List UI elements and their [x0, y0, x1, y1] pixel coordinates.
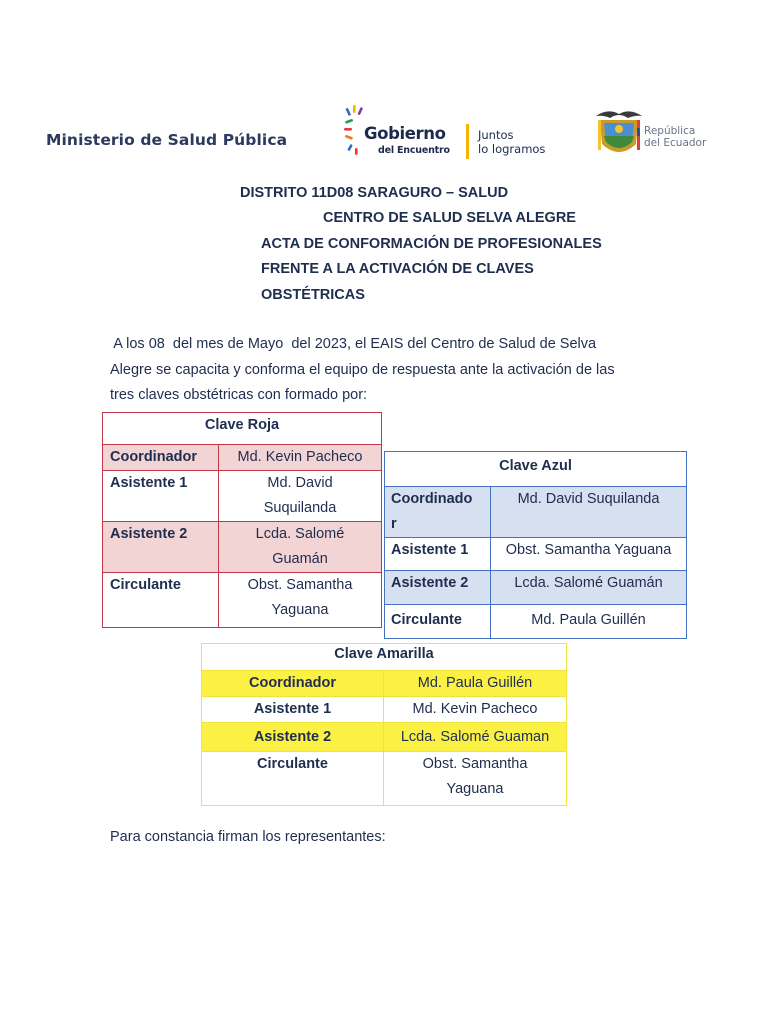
member-name: Md. Kevin Pacheco	[219, 445, 382, 471]
republica-line-1: República	[644, 125, 696, 137]
intro-line-2: Alegre se capacita y conforma el equipo de respuesta ante la activación de las	[110, 361, 615, 378]
gobierno-subtitle: del Encuentro	[378, 145, 450, 156]
intro-line-3: tres claves obstétricas con formado por:	[110, 387, 368, 403]
role-label: Asistente 1	[202, 697, 384, 723]
role-label: Asistente 1	[103, 471, 219, 522]
clave-amarilla-title: Clave Amarilla	[202, 644, 567, 671]
title-acta: ACTA DE CONFORMACIÓN DE PROFESIONALES	[261, 236, 602, 252]
gobierno-logo	[344, 104, 559, 166]
clave-roja-title: Clave Roja	[103, 413, 382, 445]
role-label: Coordinador	[103, 445, 219, 471]
role-label	[385, 487, 491, 538]
table-row	[385, 538, 687, 571]
member-name-line-1: Obst. Samantha	[422, 756, 528, 772]
table-row	[103, 522, 382, 573]
member-name: Lcda. Salomé Guaman	[384, 723, 567, 752]
role-label: Asistente 2	[202, 723, 384, 752]
member-name-line-2: Suquilanda	[263, 500, 337, 516]
member-name	[219, 573, 382, 628]
member-name: Obst. Samantha Yaguana	[491, 538, 687, 571]
role-label: Circulante	[202, 752, 384, 806]
table-row	[103, 471, 382, 522]
member-name: Md. Kevin Pacheco	[384, 697, 567, 723]
role-label: Asistente 2	[385, 571, 491, 605]
role-label: Coordinador	[202, 671, 384, 697]
closing-text: Para constancia firman los representantes:	[110, 829, 386, 845]
member-name: Lcda. Salomé Guamán	[491, 571, 687, 605]
coat-of-arms-icon	[594, 106, 644, 162]
member-name: Md. Paula Guillén	[491, 605, 687, 639]
table-row	[202, 723, 567, 752]
role-label: Circulante	[385, 605, 491, 639]
slogan	[478, 128, 545, 156]
member-name	[219, 522, 382, 573]
gobierno-name: Gobierno	[364, 124, 446, 143]
ministry-logo-text: Ministerio de Salud Pública	[46, 131, 288, 149]
title-frente: FRENTE A LA ACTIVACIÓN DE CLAVES	[261, 261, 534, 277]
title-center: CENTRO DE SALUD SELVA ALEGRE	[323, 210, 576, 226]
title-district: DISTRITO 11D08 SARAGURO – SALUD	[240, 185, 509, 201]
role-label: Circulante	[103, 573, 219, 628]
table-row	[385, 487, 687, 538]
member-name-line-2: Yaguana	[271, 602, 329, 618]
table-row	[202, 671, 567, 697]
member-name: Md. Paula Guillén	[384, 671, 567, 697]
logo-divider	[466, 124, 469, 159]
role-label: Asistente 2	[103, 522, 219, 573]
table-row	[385, 605, 687, 639]
clave-azul-table	[384, 451, 687, 639]
intro-line-1: A los 08 del mes de Mayo del 2023, el EAIS del Centro de Salud de Selva	[110, 336, 597, 352]
slogan-line-2: lo logramos	[478, 142, 546, 156]
republica-text	[644, 126, 706, 149]
role-label-line-2: r	[391, 516, 397, 532]
table-row	[385, 571, 687, 605]
clave-amarilla-table	[201, 643, 567, 806]
role-label: Asistente 1	[385, 538, 491, 571]
table-row	[103, 445, 382, 471]
table-row	[103, 573, 382, 628]
member-name	[384, 752, 567, 806]
member-name-line-1: Md. David	[267, 475, 333, 491]
slogan-line-1: Juntos	[478, 128, 514, 142]
member-name-line-2: Yaguana	[446, 781, 504, 797]
clave-roja-table	[102, 412, 382, 628]
table-row	[202, 697, 567, 723]
clave-azul-title: Clave Azul	[385, 452, 687, 487]
role-label-line-1: Coordinado	[391, 491, 473, 507]
member-name-line-1: Obst. Samantha	[247, 577, 353, 593]
title-obstetricas: OBSTÉTRICAS	[261, 287, 365, 303]
republica-ecuador-logo	[594, 106, 724, 164]
member-name-line-2: Guamán	[272, 551, 328, 567]
table-row	[202, 752, 567, 806]
member-name	[219, 471, 382, 522]
member-name-line-1: Lcda. Salomé	[255, 526, 345, 542]
member-name: Md. David Suquilanda	[491, 487, 687, 538]
republica-line-2: del Ecuador	[644, 136, 707, 149]
intro-paragraph	[110, 332, 670, 409]
